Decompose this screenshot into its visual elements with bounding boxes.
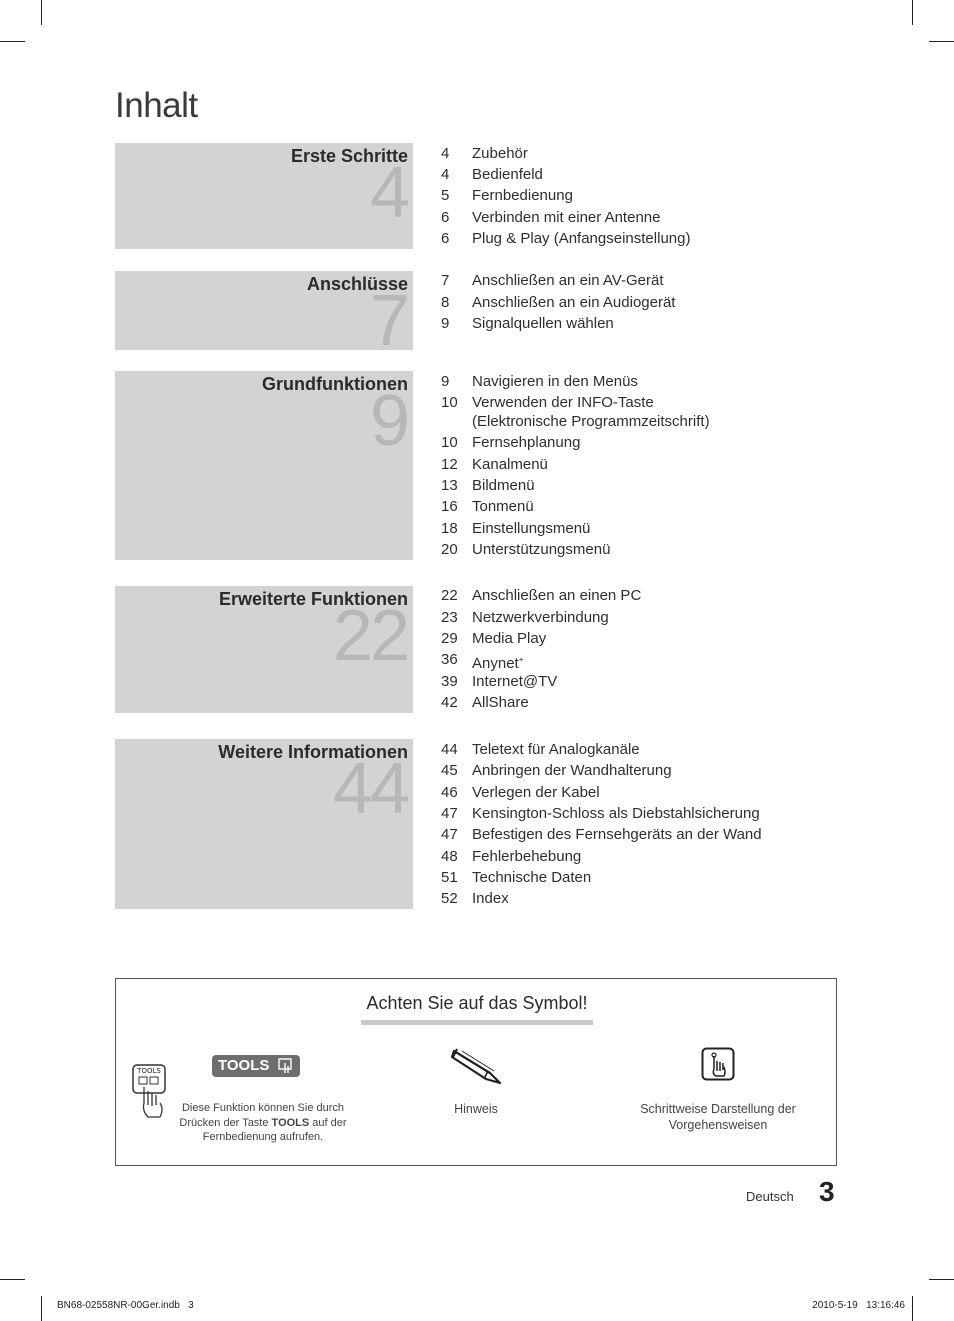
toc-page-number: 5 [441, 187, 450, 204]
toc-entry[interactable] [441, 586, 641, 605]
toc-entry[interactable] [441, 144, 528, 163]
section-number: 22 [332, 596, 407, 676]
toc-entry-label: Kanalmenü [472, 456, 548, 473]
section-title: Grundfunktionen [262, 374, 408, 394]
superscript-plus: + [518, 655, 524, 664]
toc-entry[interactable] [441, 540, 610, 559]
section-title: Erste Schritte [290, 146, 408, 166]
toc-entry-label: Anschließen an ein Audiogerät [472, 294, 676, 311]
toc-entry[interactable] [441, 208, 660, 227]
toc-page-number: 9 [441, 373, 450, 390]
toc-entry[interactable] [441, 476, 535, 495]
toc-entry[interactable] [441, 847, 581, 866]
crop-mark [41, 0, 42, 25]
toc-entry-label: Teletext für Analogkanäle [472, 741, 640, 758]
section-number: 9 [369, 381, 407, 461]
toc-page-number: 4 [441, 166, 450, 183]
crop-mark [41, 1296, 42, 1321]
toc-entry-label: Verbinden mit einer Antenne [472, 209, 661, 226]
toc-entry[interactable] [441, 519, 590, 538]
toc-entry-sublabel: (Elektronische Programmzeitschrift) [472, 413, 710, 430]
toc-entry-label: Unterstützungsmenü [472, 541, 611, 558]
toc-page-number: 6 [441, 209, 450, 226]
toc-entry[interactable] [441, 761, 672, 780]
remote-tools-label: TOOLS [137, 1067, 161, 1075]
section-title: Anschlüsse [306, 274, 408, 294]
toc-entry-label: Signalquellen wählen [472, 315, 614, 332]
remote-tools-hand-icon [130, 1063, 170, 1119]
toc-page-number: 13 [441, 477, 458, 494]
section-erste-schritte [115, 143, 413, 249]
toc-page-number: 51 [441, 869, 458, 886]
toc-page-number: 47 [441, 826, 458, 843]
toc-entry[interactable] [441, 650, 523, 673]
pencil-note-icon [450, 1043, 506, 1085]
toc-entry-label: AllShare [472, 694, 529, 711]
tools-hand-icon [278, 1058, 294, 1074]
toc-entry-label: Fehlerbehebung [472, 848, 582, 865]
toc-page-number: 39 [441, 673, 458, 690]
section-number: 44 [332, 749, 407, 829]
toc-entry-label: Bildmenü [472, 477, 535, 494]
toc-page-number: 4 [441, 145, 450, 162]
page-title: Inhalt [115, 86, 198, 125]
section-number: 7 [369, 281, 407, 350]
note-caption: Hinweis [454, 1102, 498, 1116]
step-by-step-icon [701, 1047, 735, 1081]
tools-badge [212, 1055, 300, 1077]
toc-entry-label: Netzwerkverbindung [472, 609, 609, 626]
toc-page-number: 45 [441, 762, 458, 779]
toc-page-number: 36 [441, 651, 458, 668]
toc-page-number: 6 [441, 230, 450, 247]
section-title: Weitere Informationen [218, 742, 408, 762]
toc-entry[interactable] [441, 740, 640, 759]
crop-mark [929, 1279, 954, 1280]
section-number: 4 [369, 153, 407, 233]
symbol-legend-heading: Achten Sie auf das Symbol! [361, 993, 593, 1025]
toc-entry[interactable] [441, 372, 638, 391]
toc-entry-label: Technische Daten [472, 869, 592, 886]
toc-entry-label: Fernsehplanung [472, 434, 581, 451]
toc-entry[interactable] [441, 868, 591, 887]
toc-entry-label: Index [472, 890, 509, 907]
toc-entry-label: Verlegen der Kabel [472, 784, 600, 801]
toc-entry[interactable] [441, 693, 529, 712]
toc-entry[interactable] [441, 825, 762, 844]
toc-page-number: 22 [441, 587, 458, 604]
crop-mark [0, 41, 25, 42]
toc-entry[interactable] [441, 186, 573, 205]
toc-entry[interactable] [441, 165, 543, 184]
toc-page-number: 16 [441, 498, 458, 515]
toc-page-number: 10 [441, 394, 458, 411]
toc-entry-label: Anynet [472, 655, 519, 672]
toc-entry[interactable] [441, 229, 690, 248]
tools-caption: Diese Funktion können Sie durch Drücken der Taste TOOLS auf der Fernbedienung aufrufen. [179, 1102, 347, 1143]
crop-mark [929, 41, 954, 42]
toc-entry[interactable] [441, 629, 546, 648]
toc-entry[interactable] [441, 293, 675, 312]
toc-entry-label: Navigieren in den Menüs [472, 373, 638, 390]
toc-page-number: 23 [441, 609, 458, 626]
toc-page-number: 52 [441, 890, 458, 907]
toc-entry-label: Kensington-Schloss als Diebstahlsicherung [472, 805, 760, 822]
toc-entry-label: Anschließen an einen PC [472, 587, 642, 604]
crop-mark [0, 1279, 25, 1280]
toc-entry[interactable] [441, 804, 760, 823]
crop-mark [912, 0, 913, 25]
toc-entry[interactable] [441, 314, 614, 333]
toc-entry[interactable] [441, 271, 664, 290]
section-erweiterte-funktionen [115, 586, 413, 713]
crop-mark [912, 1296, 913, 1321]
toc-entry[interactable] [441, 889, 509, 908]
footer-language: Deutsch [746, 1189, 794, 1204]
toc-entry-label: Anbringen der Wandhalterung [472, 762, 672, 779]
toc-page-number: 8 [441, 294, 450, 311]
toc-page-number: 9 [441, 315, 450, 332]
toc-entry-label: Verwenden der INFO-Taste [472, 394, 654, 411]
toc-page-number: 7 [441, 272, 450, 289]
toc-page-number: 46 [441, 784, 458, 801]
toc-entry[interactable] [441, 433, 580, 452]
toc-entry-label: Einstellungsmenü [472, 520, 591, 537]
toc-page-number: 47 [441, 805, 458, 822]
toc-page-number: 44 [441, 741, 458, 758]
toc-page-number: 42 [441, 694, 458, 711]
toc-entry-label: Tonmenü [472, 498, 534, 515]
imprint-timestamp: 2010-5-19 13:16:46 [812, 1300, 905, 1311]
toc-entry-label: Plug & Play (Anfangseinstellung) [472, 230, 691, 247]
toc-entry-label: Bedienfeld [472, 166, 543, 183]
toc-entry[interactable] [441, 608, 609, 627]
toc-entry-label: Fernbedienung [472, 187, 573, 204]
step-caption: Schrittweise Darstellung der Vorgehensweisen [640, 1102, 796, 1132]
section-title: Erweiterte Funktionen [218, 589, 408, 609]
toc-page-number: 48 [441, 848, 458, 865]
imprint-file: BN68-02558NR-00Ger.indb 3 [57, 1300, 194, 1311]
toc-entry-label: Zubehör [472, 145, 528, 162]
section-anschluesse [115, 271, 413, 350]
page-number: 3 [819, 1176, 835, 1207]
toc-page-number: 18 [441, 520, 458, 537]
toc-entry[interactable] [441, 672, 557, 691]
toc-page-number: 10 [441, 434, 458, 451]
symbol-legend [115, 978, 837, 1166]
section-weitere-informationen [115, 739, 413, 909]
tools-badge-label: TOOLS [218, 1057, 270, 1074]
toc-entry-label: Anschließen an ein AV-Gerät [472, 272, 664, 289]
toc-entry[interactable] [441, 783, 600, 802]
toc-page-number: 29 [441, 630, 458, 647]
toc-entry[interactable] [441, 497, 534, 516]
toc-entry-label: Media Play [472, 630, 547, 647]
section-grundfunktionen [115, 371, 413, 560]
toc-page-number: 12 [441, 456, 458, 473]
toc-entry-label: Internet@TV [472, 673, 558, 690]
toc-entry-label: Befestigen des Fernsehgeräts an der Wand [472, 826, 762, 843]
toc-entry[interactable] [441, 455, 548, 474]
toc-page-number: 20 [441, 541, 458, 558]
toc-entry[interactable] [441, 393, 654, 412]
